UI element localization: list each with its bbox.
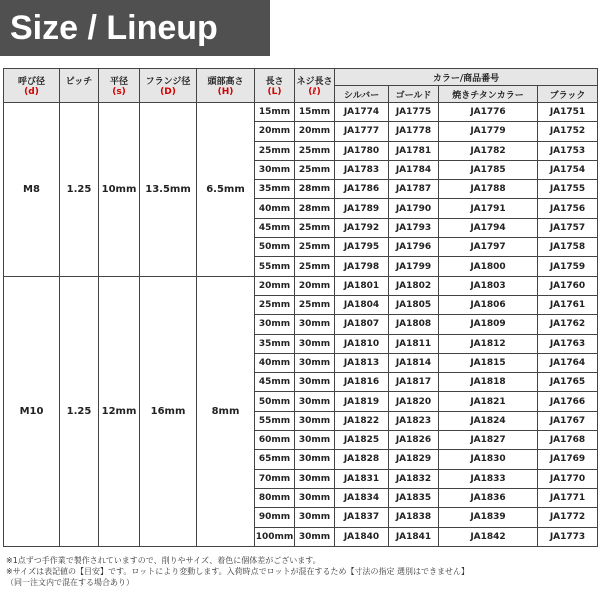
cell-gold: JA1829 <box>389 450 439 469</box>
cell-burnt: JA1815 <box>439 353 538 372</box>
lineup-table <box>3 68 598 547</box>
cell-silver: JA1840 <box>335 527 389 546</box>
cell-black: JA1768 <box>538 431 598 450</box>
cell-silver: JA1780 <box>335 141 389 160</box>
cell-silver: JA1813 <box>335 353 389 372</box>
cell-thread: 20mm <box>295 122 335 141</box>
cell-silver: JA1798 <box>335 257 389 276</box>
cell-black: JA1765 <box>538 373 598 392</box>
lineup-body <box>4 103 598 547</box>
cell-length: 20mm <box>255 122 295 141</box>
cell-black: JA1762 <box>538 315 598 334</box>
cell-burnt: JA1776 <box>439 103 538 122</box>
cell-black: JA1772 <box>538 508 598 527</box>
cell-black: JA1753 <box>538 141 598 160</box>
cell-silver: JA1807 <box>335 315 389 334</box>
cell-thread: 30mm <box>295 488 335 507</box>
cell-thread: 25mm <box>295 295 335 314</box>
cell-length: 90mm <box>255 508 295 527</box>
cell-length: 15mm <box>255 103 295 122</box>
cell-black: JA1773 <box>538 527 598 546</box>
header-thread: ネジ長さ (ℓ) <box>295 69 335 103</box>
cell-thread: 28mm <box>295 199 335 218</box>
cell-length: 65mm <box>255 450 295 469</box>
cell-silver: JA1828 <box>335 450 389 469</box>
cell-burnt: JA1791 <box>439 199 538 218</box>
cell-thread: 20mm <box>295 276 335 295</box>
cell-silver: JA1774 <box>335 103 389 122</box>
cell-length: 45mm <box>255 218 295 237</box>
cell-burnt: JA1824 <box>439 411 538 430</box>
cell-pitch: 1.25 <box>60 276 99 546</box>
cell-burnt: JA1809 <box>439 315 538 334</box>
cell-silver: JA1786 <box>335 180 389 199</box>
cell-gold: JA1817 <box>389 373 439 392</box>
header-length: 長さ (L) <box>255 69 295 103</box>
cell-gold: JA1790 <box>389 199 439 218</box>
cell-burnt: JA1797 <box>439 238 538 257</box>
cell-black: JA1759 <box>538 257 598 276</box>
header-burnt: 焼きチタンカラー <box>439 86 538 103</box>
cell-length: 100mm <box>255 527 295 546</box>
cell-silver: JA1792 <box>335 218 389 237</box>
cell-gold: JA1796 <box>389 238 439 257</box>
cell-burnt: JA1842 <box>439 527 538 546</box>
header-gold: ゴールド <box>389 86 439 103</box>
cell-thread: 30mm <box>295 508 335 527</box>
cell-length: 30mm <box>255 315 295 334</box>
note-line: ※1点ずつ手作業で製作されていますので、削りやサイズ、着色に個体差がございます。 <box>6 556 321 565</box>
cell-thread: 30mm <box>295 469 335 488</box>
cell-gold: JA1802 <box>389 276 439 295</box>
cell-black: JA1770 <box>538 469 598 488</box>
cell-black: JA1760 <box>538 276 598 295</box>
cell-burnt: JA1803 <box>439 276 538 295</box>
note-line: ※サイズは表記値の【目安】です。ロットにより変動します。入荷時点でロットが混在するため【寸法の指定 選別はできません】 <box>6 567 470 576</box>
cell-black: JA1758 <box>538 238 598 257</box>
cell-thread: 25mm <box>295 238 335 257</box>
cell-silver: JA1801 <box>335 276 389 295</box>
cell-burnt: JA1785 <box>439 160 538 179</box>
cell-silver: JA1789 <box>335 199 389 218</box>
cell-length: 50mm <box>255 392 295 411</box>
header-black: ブラック <box>538 86 598 103</box>
cell-black: JA1754 <box>538 160 598 179</box>
cell-black: JA1771 <box>538 488 598 507</box>
cell-flange: 13.5mm <box>140 103 197 277</box>
cell-burnt: JA1839 <box>439 508 538 527</box>
cell-gold: JA1826 <box>389 431 439 450</box>
cell-gold: JA1814 <box>389 353 439 372</box>
cell-flange: 16mm <box>140 276 197 546</box>
cell-black: JA1769 <box>538 450 598 469</box>
note-line: （同一注文内で混在する場合あり） <box>6 578 134 587</box>
cell-burnt: JA1782 <box>439 141 538 160</box>
header-nominal: 呼び径 (d) <box>4 69 60 103</box>
cell-thread: 30mm <box>295 411 335 430</box>
cell-silver: JA1825 <box>335 431 389 450</box>
header-width: 平径 (s) <box>99 69 140 103</box>
cell-gold: JA1778 <box>389 122 439 141</box>
cell-pitch: 1.25 <box>60 103 99 277</box>
cell-burnt: JA1788 <box>439 180 538 199</box>
cell-length: 70mm <box>255 469 295 488</box>
cell-black: JA1757 <box>538 218 598 237</box>
cell-burnt: JA1818 <box>439 373 538 392</box>
cell-length: 40mm <box>255 199 295 218</box>
cell-burnt: JA1806 <box>439 295 538 314</box>
table-row <box>4 276 598 295</box>
header-head: 頭部高さ (H) <box>197 69 255 103</box>
cell-silver: JA1804 <box>335 295 389 314</box>
cell-burnt: JA1836 <box>439 488 538 507</box>
cell-gold: JA1811 <box>389 334 439 353</box>
cell-head: 6.5mm <box>197 103 255 277</box>
cell-gold: JA1835 <box>389 488 439 507</box>
cell-burnt: JA1779 <box>439 122 538 141</box>
cell-thread: 30mm <box>295 353 335 372</box>
cell-thread: 30mm <box>295 431 335 450</box>
cell-black: JA1763 <box>538 334 598 353</box>
cell-gold: JA1775 <box>389 103 439 122</box>
cell-length: 40mm <box>255 353 295 372</box>
cell-black: JA1755 <box>538 180 598 199</box>
cell-length: 45mm <box>255 373 295 392</box>
cell-black: JA1751 <box>538 103 598 122</box>
header-flange: フランジ径 (D) <box>140 69 197 103</box>
cell-burnt: JA1833 <box>439 469 538 488</box>
cell-black: JA1756 <box>538 199 598 218</box>
cell-width: 12mm <box>99 276 140 546</box>
cell-length: 25mm <box>255 141 295 160</box>
cell-thread: 15mm <box>295 103 335 122</box>
cell-silver: JA1819 <box>335 392 389 411</box>
cell-gold: JA1838 <box>389 508 439 527</box>
header-pitch: ピッチ <box>60 69 99 103</box>
cell-thread: 25mm <box>295 160 335 179</box>
cell-gold: JA1808 <box>389 315 439 334</box>
cell-gold: JA1793 <box>389 218 439 237</box>
cell-thread: 30mm <box>295 373 335 392</box>
cell-length: 80mm <box>255 488 295 507</box>
cell-gold: JA1787 <box>389 180 439 199</box>
cell-length: 35mm <box>255 334 295 353</box>
cell-gold: JA1823 <box>389 411 439 430</box>
cell-thread: 28mm <box>295 180 335 199</box>
cell-silver: JA1837 <box>335 508 389 527</box>
cell-thread: 25mm <box>295 257 335 276</box>
cell-black: JA1764 <box>538 353 598 372</box>
cell-silver: JA1822 <box>335 411 389 430</box>
cell-thread: 30mm <box>295 315 335 334</box>
cell-burnt: JA1794 <box>439 218 538 237</box>
cell-black: JA1766 <box>538 392 598 411</box>
cell-black: JA1752 <box>538 122 598 141</box>
cell-length: 55mm <box>255 257 295 276</box>
header-color-group: カラー/商品番号 <box>335 69 598 86</box>
cell-thread: 30mm <box>295 334 335 353</box>
cell-thread: 25mm <box>295 218 335 237</box>
cell-length: 60mm <box>255 431 295 450</box>
cell-gold: JA1784 <box>389 160 439 179</box>
cell-thread: 30mm <box>295 450 335 469</box>
cell-silver: JA1783 <box>335 160 389 179</box>
cell-burnt: JA1800 <box>439 257 538 276</box>
cell-silver: JA1816 <box>335 373 389 392</box>
cell-length: 35mm <box>255 180 295 199</box>
cell-thread: 25mm <box>295 141 335 160</box>
cell-head: 8mm <box>197 276 255 546</box>
cell-black: JA1767 <box>538 411 598 430</box>
cell-burnt: JA1830 <box>439 450 538 469</box>
cell-gold: JA1841 <box>389 527 439 546</box>
cell-length: 55mm <box>255 411 295 430</box>
table-row <box>4 103 598 122</box>
cell-silver: JA1834 <box>335 488 389 507</box>
cell-gold: JA1799 <box>389 257 439 276</box>
cell-silver: JA1810 <box>335 334 389 353</box>
cell-silver: JA1777 <box>335 122 389 141</box>
cell-nominal: M8 <box>4 103 60 277</box>
cell-length: 25mm <box>255 295 295 314</box>
cell-gold: JA1820 <box>389 392 439 411</box>
cell-nominal: M10 <box>4 276 60 546</box>
cell-thread: 30mm <box>295 527 335 546</box>
cell-silver: JA1831 <box>335 469 389 488</box>
header-silver: シルバー <box>335 86 389 103</box>
cell-length: 50mm <box>255 238 295 257</box>
cell-width: 10mm <box>99 103 140 277</box>
cell-gold: JA1781 <box>389 141 439 160</box>
cell-burnt: JA1821 <box>439 392 538 411</box>
cell-black: JA1761 <box>538 295 598 314</box>
cell-burnt: JA1827 <box>439 431 538 450</box>
page-title: Size / Lineup <box>0 0 270 56</box>
cell-gold: JA1832 <box>389 469 439 488</box>
notes <box>6 555 596 588</box>
cell-gold: JA1805 <box>389 295 439 314</box>
cell-silver: JA1795 <box>335 238 389 257</box>
cell-length: 30mm <box>255 160 295 179</box>
cell-thread: 30mm <box>295 392 335 411</box>
cell-burnt: JA1812 <box>439 334 538 353</box>
cell-length: 20mm <box>255 276 295 295</box>
